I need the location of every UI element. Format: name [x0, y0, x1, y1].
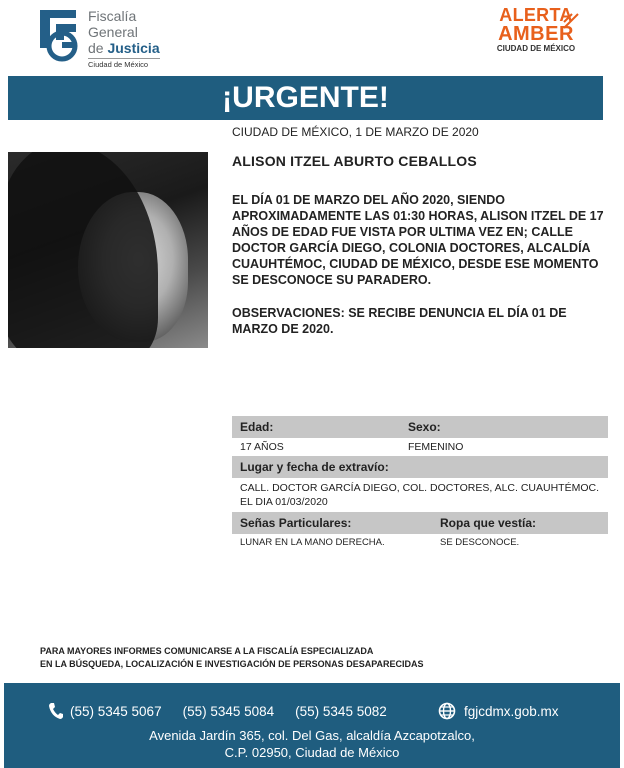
age-label: Edad:	[232, 416, 400, 438]
details-header-row-3	[232, 512, 608, 534]
contact-note-line-1: PARA MAYORES INFORMES COMUNICARSE A LA FISCALÍA ESPECIALIZADA	[40, 646, 374, 656]
logo-line-3-bold: Justicia	[107, 40, 160, 56]
clothes-label: Ropa que vestía:	[432, 512, 608, 534]
website-link[interactable]: fgjcdmx.gob.mx	[464, 703, 559, 719]
fgj-logo	[36, 6, 166, 69]
logo-line-2: General	[88, 24, 138, 40]
details-value-row-2	[232, 478, 608, 512]
amber-line-2: AMBER	[498, 23, 574, 45]
details-header-row-1	[232, 416, 608, 438]
phone-icon	[48, 702, 64, 720]
logo-line-3	[88, 40, 160, 56]
fgj-logo-text	[88, 8, 160, 70]
footer-bar	[4, 683, 620, 768]
fgj-logo-mark-icon	[36, 8, 80, 62]
photo-hair	[8, 152, 158, 348]
marks-value: LUNAR EN LA MANO DERECHA.	[240, 537, 385, 548]
contact-note-line-2: EN LA BÚSQUEDA, LOCALIZACIÓN E INVESTIGACIÓN DE PERSONAS DESAPARECIDAS	[40, 659, 424, 669]
logo-city: Ciudad de México	[88, 58, 160, 70]
logo-line-3-prefix: de	[88, 40, 108, 56]
place-value: CALL. DOCTOR GARCÍA DIEGO, COL. DOCTORES, ALC. CUAUHTÉMOC. EL DIA 01/03/2020	[240, 482, 600, 508]
phone-number-3[interactable]: (55) 5345 5082	[295, 703, 387, 719]
details-value-row-3	[232, 534, 608, 552]
amber-line-3: CIUDAD DE MÉXICO	[496, 44, 576, 53]
details-header-row-2	[232, 456, 608, 478]
person-name: ALISON ITZEL ABURTO CEBALLOS	[232, 153, 477, 169]
report-date: CIUDAD DE MÉXICO, 1 DE MARZO DE 2020	[232, 125, 479, 139]
phone-number-2[interactable]: (55) 5345 5084	[182, 703, 275, 719]
logo-line-1: Fiscalía	[88, 8, 137, 24]
age-value: 17 AÑOS	[240, 441, 284, 453]
urgent-banner: ¡URGENTE!	[8, 76, 603, 120]
contact-note	[40, 645, 424, 671]
report-observations: OBSERVACIONES: SE RECIBE DENUNCIA EL DÍA 01 DE MARZO DE 2020.	[232, 306, 567, 336]
globe-icon	[438, 702, 456, 720]
website-link-group	[438, 702, 559, 720]
clothes-value: SE DESCONOCE.	[440, 537, 520, 548]
alerta-amber-logo	[488, 6, 584, 60]
amber-waves-icon	[562, 12, 580, 30]
missing-person-photo	[8, 152, 208, 348]
address-line-2: C.P. 02950, Ciudad de México	[224, 745, 400, 760]
sex-value: FEMENINO	[408, 441, 464, 453]
phone-list	[48, 702, 408, 720]
marks-label: Señas Particulares:	[232, 512, 432, 534]
details-value-row-1	[232, 438, 608, 456]
details-table	[232, 416, 608, 552]
address	[4, 727, 620, 761]
phone-number-1[interactable]: (55) 5345 5067	[70, 703, 162, 719]
amber-line-1: ALERTA	[499, 5, 573, 25]
place-label: Lugar y fecha de extravío:	[232, 456, 608, 478]
sex-label: Sexo:	[400, 416, 608, 438]
address-line-1: Avenida Jardín 365, col. Del Gas, alcaldía Azcapotzalco,	[149, 728, 475, 743]
report-description: EL DÍA 01 DE MARZO DEL AÑO 2020, SIENDO APROXIMADAMENTE LAS 01:30 HORAS, ALISON ITZEL DE 17 AÑOS DE EDAD FUE VISTA POR ULTIMA VEZ EN; CALLE DOCTOR GARCÍA DIEGO, COLONIA DOCTORES, ALCALDÍA CUAUHTÉMOC, CIUDAD DE MÉXICO, DESDE ESE MOMENTO SE DESCONOCE SU PARADERO.	[232, 193, 604, 287]
